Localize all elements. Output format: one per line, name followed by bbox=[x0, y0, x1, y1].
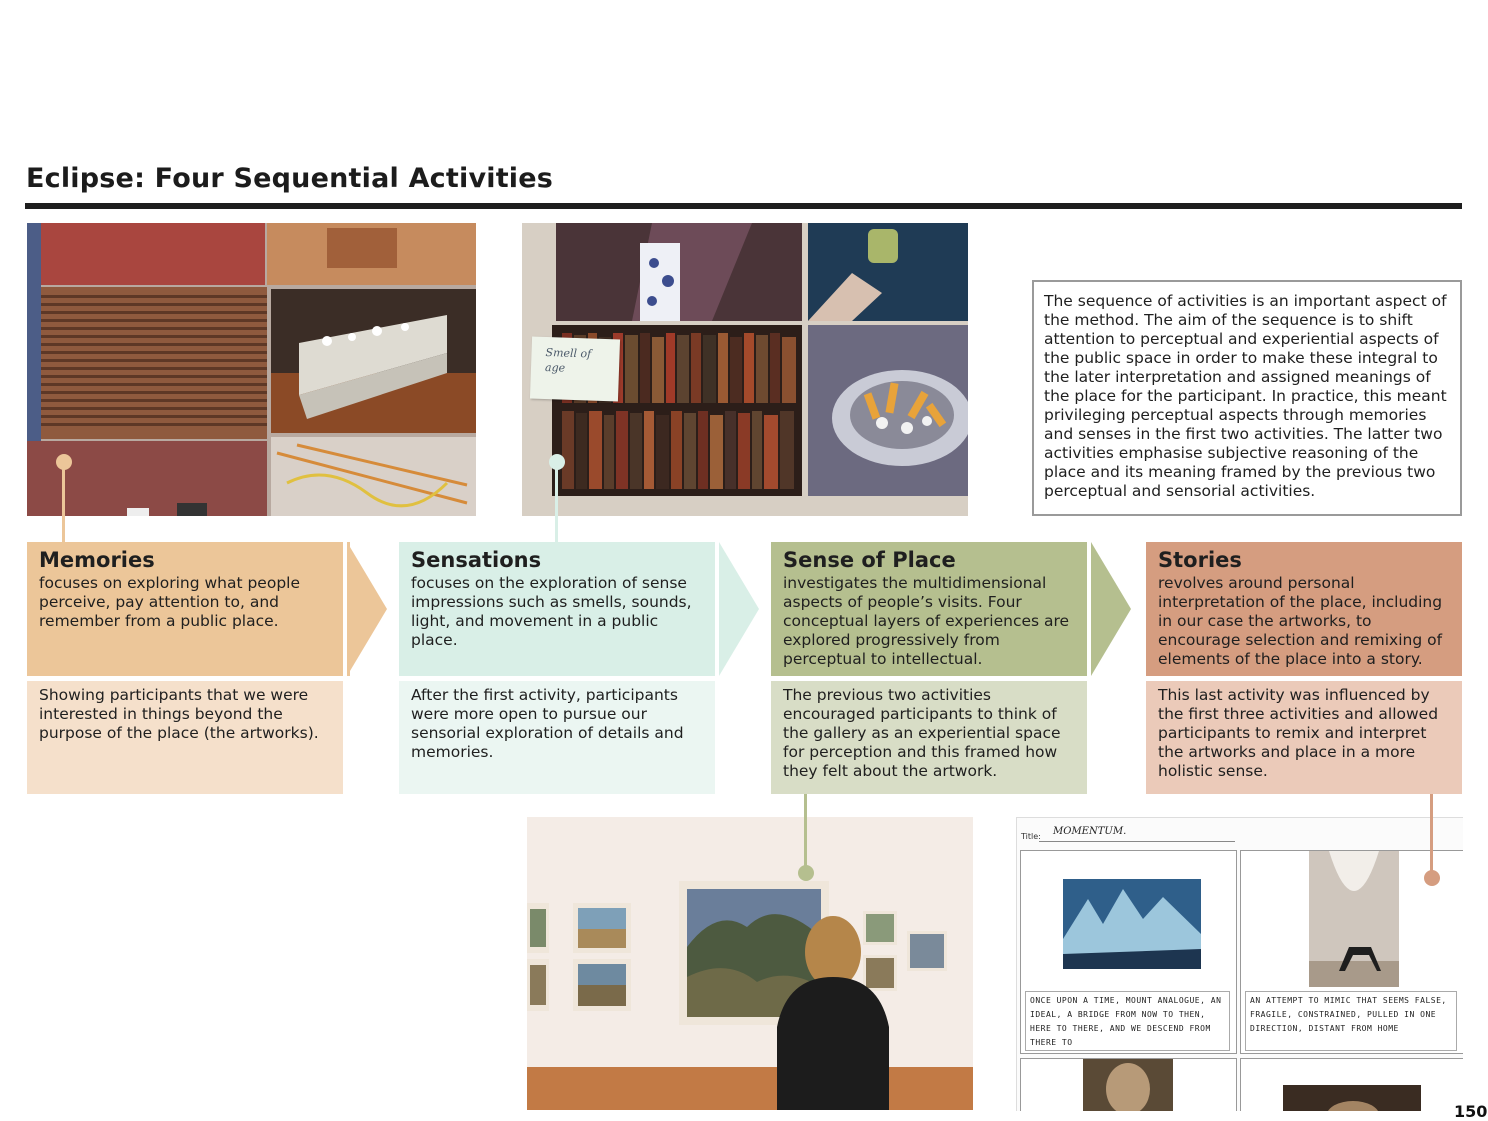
memories-title: Memories bbox=[39, 548, 155, 572]
storyboard-title-rule bbox=[1039, 841, 1235, 842]
stories-note-box bbox=[1146, 681, 1462, 794]
memories-connector-line bbox=[62, 462, 65, 542]
storyboard-panel-4-image bbox=[1283, 1085, 1421, 1111]
sense-of-place-summary: investigates the multidimensional aspects of people’s visits. Four conceptual layers of experiences are explored progressively from perceptual to intellectual. bbox=[783, 574, 1070, 668]
stories-title: Stories bbox=[1158, 548, 1242, 572]
page-number: 150 bbox=[1454, 1102, 1488, 1121]
sticky-note bbox=[530, 336, 620, 401]
memories-connector-dot bbox=[56, 454, 72, 470]
storyboard-panel-1-text: ONCE UPON A TIME, MOUNT ANALOGUE, AN IDEAL, A BRIDGE FROM NOW TO THEN, HERE TO THERE, AND WE DESCEND FROM THERE TO bbox=[1025, 991, 1230, 1051]
sticky-note-text: Smell of age bbox=[544, 345, 592, 375]
sensations-summary: focuses on the exploration of sense impressions such as smells, sounds, light, and movement in a public place. bbox=[411, 574, 692, 649]
stories-summary: revolves around personal interpretation of the place, including in our case the artworks, to encourage selection and remixing of elements of the place into a story. bbox=[1158, 574, 1443, 668]
stories-connector-line bbox=[1430, 794, 1433, 878]
storyboard-panel-3 bbox=[1020, 1058, 1237, 1111]
title-rule bbox=[25, 203, 1462, 209]
sensations-connector-dot bbox=[549, 454, 565, 470]
sensations-connector-line bbox=[555, 462, 558, 542]
storyboard-title-value: MOMENTUM. bbox=[1053, 826, 1127, 837]
sense-of-place-connector-dot bbox=[798, 865, 814, 881]
storyboard-title-label: Title: bbox=[1021, 832, 1041, 841]
memories-note-box bbox=[27, 681, 343, 794]
sensations-note: After the first activity, participants were more open to pursue our sensorial exploration of details and memories. bbox=[411, 686, 684, 761]
gallery-visitor-photo bbox=[527, 817, 973, 1110]
storyboard-panel-2-image bbox=[1309, 851, 1399, 987]
memories-arrow bbox=[347, 542, 387, 676]
storyboard-panel-1-image bbox=[1063, 879, 1201, 969]
storyboard-panel-2-text: AN ATTEMPT TO MIMIC THAT SEEMS FALSE, FRAGILE, CONSTRAINED, PULLED IN ONE DIRECTION, DISTANT FROM HOME bbox=[1245, 991, 1457, 1051]
sensations-title: Sensations bbox=[411, 548, 542, 572]
sense-of-place-connector-line bbox=[804, 794, 807, 874]
sense-of-place-note: The previous two activities encouraged participants to think of the gallery as an experiential space for perception and this framed how they felt about the artwork. bbox=[783, 686, 1061, 780]
stories-note: This last activity was influenced by the first three activities and allowed participants to remix and interpret the artworks and place in a more holistic sense. bbox=[1158, 686, 1439, 780]
sensations-note-box bbox=[399, 681, 715, 794]
memories-note: Showing participants that we were interested in things beyond the purpose of the place (the artworks). bbox=[39, 686, 319, 742]
sensations-arrow bbox=[719, 542, 759, 676]
sense-of-place-summary-box bbox=[771, 542, 1087, 676]
sense-of-place-title: Sense of Place bbox=[783, 548, 956, 572]
storyboard-panel-1 bbox=[1020, 850, 1237, 1054]
intro-text-box bbox=[1032, 280, 1462, 516]
memories-summary-box bbox=[27, 542, 343, 676]
sense-of-place-note-box bbox=[771, 681, 1087, 794]
memories-summary: focuses on exploring what people perceive, pay attention to, and remember from a public place. bbox=[39, 574, 301, 630]
storyboard-panel-4 bbox=[1240, 1058, 1463, 1111]
storyboard-panel-3-image bbox=[1083, 1059, 1173, 1111]
memories-photo-collage bbox=[27, 223, 476, 516]
memories-arrow-stem bbox=[347, 542, 350, 676]
stories-connector-dot bbox=[1424, 870, 1440, 886]
page-title: Eclipse: Four Sequential Activities bbox=[26, 163, 554, 194]
sense-of-place-arrow bbox=[1091, 542, 1131, 676]
sensations-summary-box bbox=[399, 542, 715, 676]
stories-summary-box bbox=[1146, 542, 1462, 676]
storyboard-sheet bbox=[1016, 817, 1463, 1111]
intro-text: The sequence of activities is an important aspect of the method. The aim of the sequence is to shift attention to perceptual and experiential aspects of the public space in order to make these integral to the later interpretation and assigned meanings of the place for the participant. In practice, this meant privileging perceptual aspects through memories and senses in the first two activities. The latter two activities emphasise subjective reasoning of the place and its meaning framed by the previous two perceptual and sensorial activities. bbox=[1044, 292, 1447, 500]
